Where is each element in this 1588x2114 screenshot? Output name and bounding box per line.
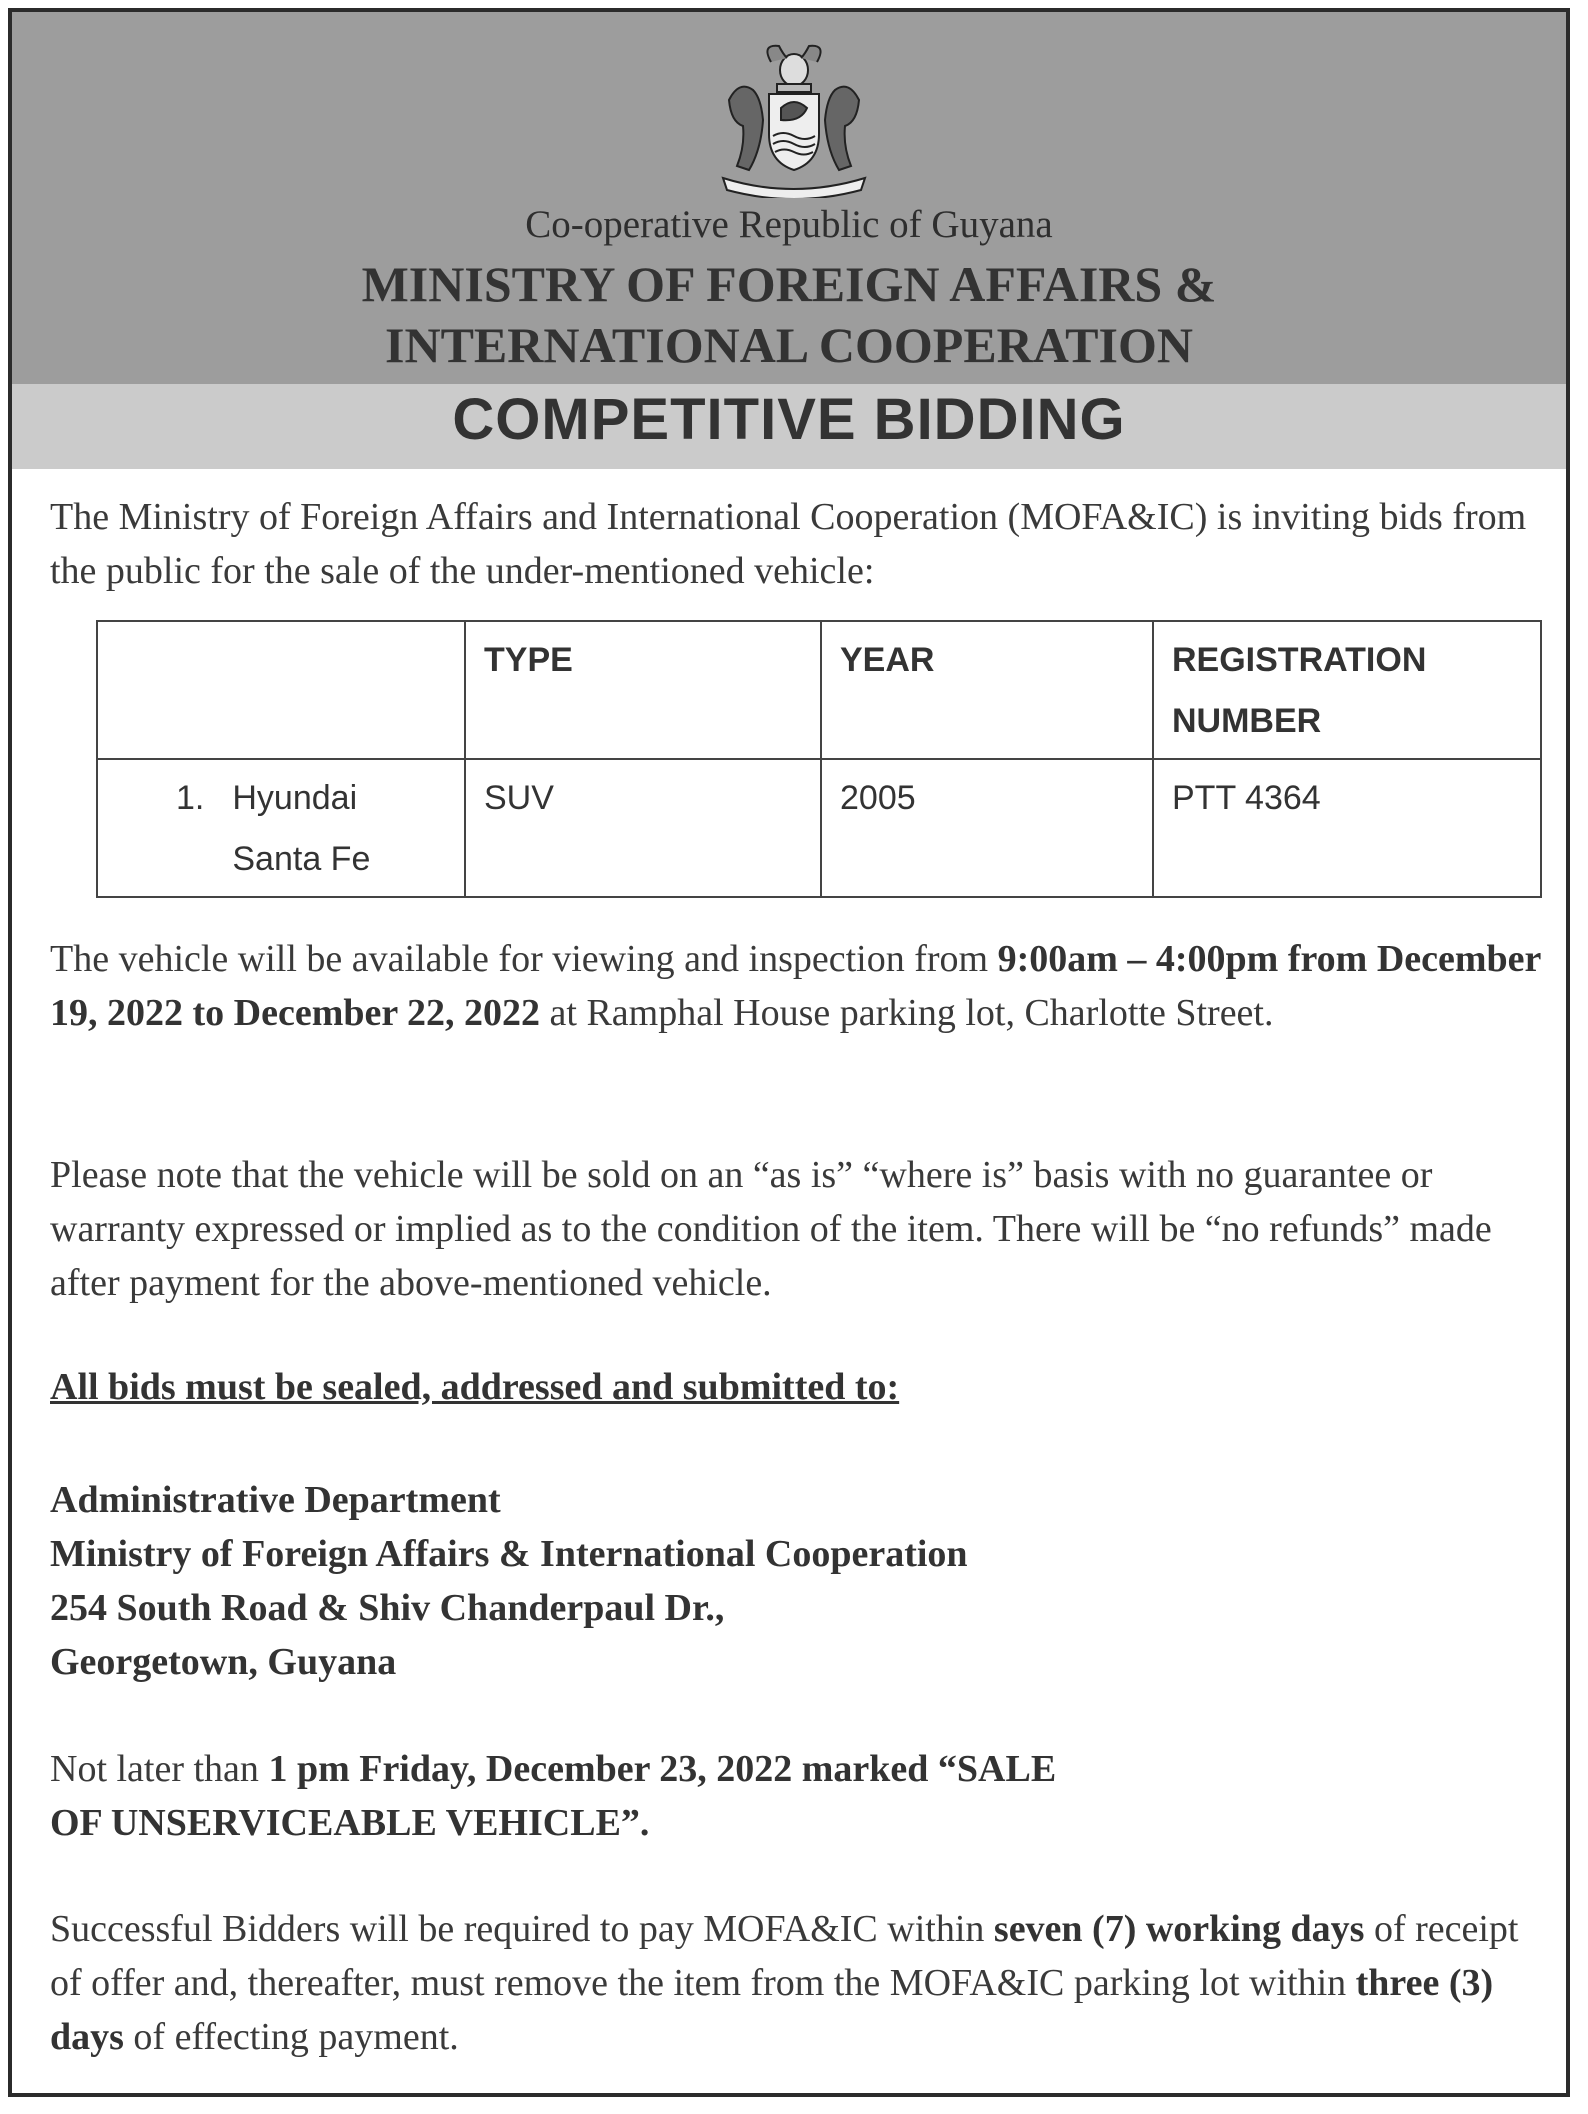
payment-text-2: of receipt of offer and, thereafter, must remove the item from the MOFA&IC parking lot within <box>50 1908 1519 2004</box>
address-line: Ministry of Foreign Affairs & International Cooperation <box>50 1533 968 1575</box>
deadline-paragraph <box>50 1742 1090 1850</box>
address-line: Administrative Department <box>50 1479 501 1521</box>
banner-title: COMPETITIVE BIDDING <box>452 387 1126 452</box>
notice-page <box>8 8 1570 2097</box>
deadline-text: Not later than <box>50 1748 269 1790</box>
viewing-time: 9:00am – 4:00pm <box>997 938 1279 980</box>
viewing-dates: from December 19, 2022 to December 22, 2022 <box>50 938 1541 1034</box>
viewing-text: The vehicle will be available for viewing and inspection from <box>50 938 998 980</box>
submit-heading: All bids must be sealed, addressed and submitted to: <box>50 1366 900 1408</box>
viewing-paragraph <box>50 932 1550 1040</box>
intro-paragraph: The Ministry of Foreign Affairs and International Cooperation (MOFA&IC) is inviting bids from the public for the sale of the under-mentioned vehicle: <box>50 496 1527 592</box>
table-header-type: TYPE <box>465 621 821 759</box>
payment-text: Successful Bidders will be required to pay MOFA&IC within <box>50 1908 994 1950</box>
payment-paragraph <box>50 1902 1550 2064</box>
address-line: Georgetown, Guyana <box>50 1641 397 1683</box>
type-cell: SUV <box>465 759 821 897</box>
note-paragraph: Please note that the vehicle will be sold on an “as is” “where is” basis with no guarantee or warranty expressed or implied as to the condition of the item. There will be “no refunds” made after payment for the above-mentioned vehicle. <box>50 1154 1492 1304</box>
item-name: Hyundai Santa Fe <box>232 779 371 878</box>
year-cell: 2005 <box>821 759 1153 897</box>
deadline-date: 1 pm Friday, December 23, 2022 marked “SALE OF UNSERVICEABLE VEHICLE”. <box>50 1748 1057 1844</box>
table-row <box>97 759 1541 897</box>
banner <box>12 384 1566 469</box>
address-block <box>50 1473 968 1689</box>
table-header-item <box>97 621 465 759</box>
item-number: 1. <box>176 779 205 817</box>
table-header-registration: REGISTRATION NUMBER <box>1153 621 1541 759</box>
item-cell <box>97 759 465 897</box>
ministry-line-2: INTERNATIONAL COOPERATION <box>385 317 1193 373</box>
viewing-location: at Ramphal House parking lot, Charlotte Street. <box>540 992 1274 1034</box>
header <box>12 12 1566 384</box>
address-line: 254 South Road & Shiv Chanderpaul Dr., <box>50 1587 725 1629</box>
coat-of-arms-icon <box>709 40 879 198</box>
ministry-name <box>12 254 1566 376</box>
table-header-row <box>97 621 1541 759</box>
vehicle-table <box>96 620 1542 898</box>
removal-deadline: three (3) days <box>50 1962 1494 2058</box>
ministry-line-1: MINISTRY OF FOREIGN AFFAIRS & <box>361 256 1217 312</box>
payment-deadline: seven (7) working days <box>993 1908 1365 1950</box>
registration-cell: PTT 4364 <box>1153 759 1541 897</box>
payment-text-3: of effecting payment. <box>123 2016 459 2058</box>
table-header-year: YEAR <box>821 621 1153 759</box>
country-name: Co-operative Republic of Guyana <box>525 203 1053 246</box>
